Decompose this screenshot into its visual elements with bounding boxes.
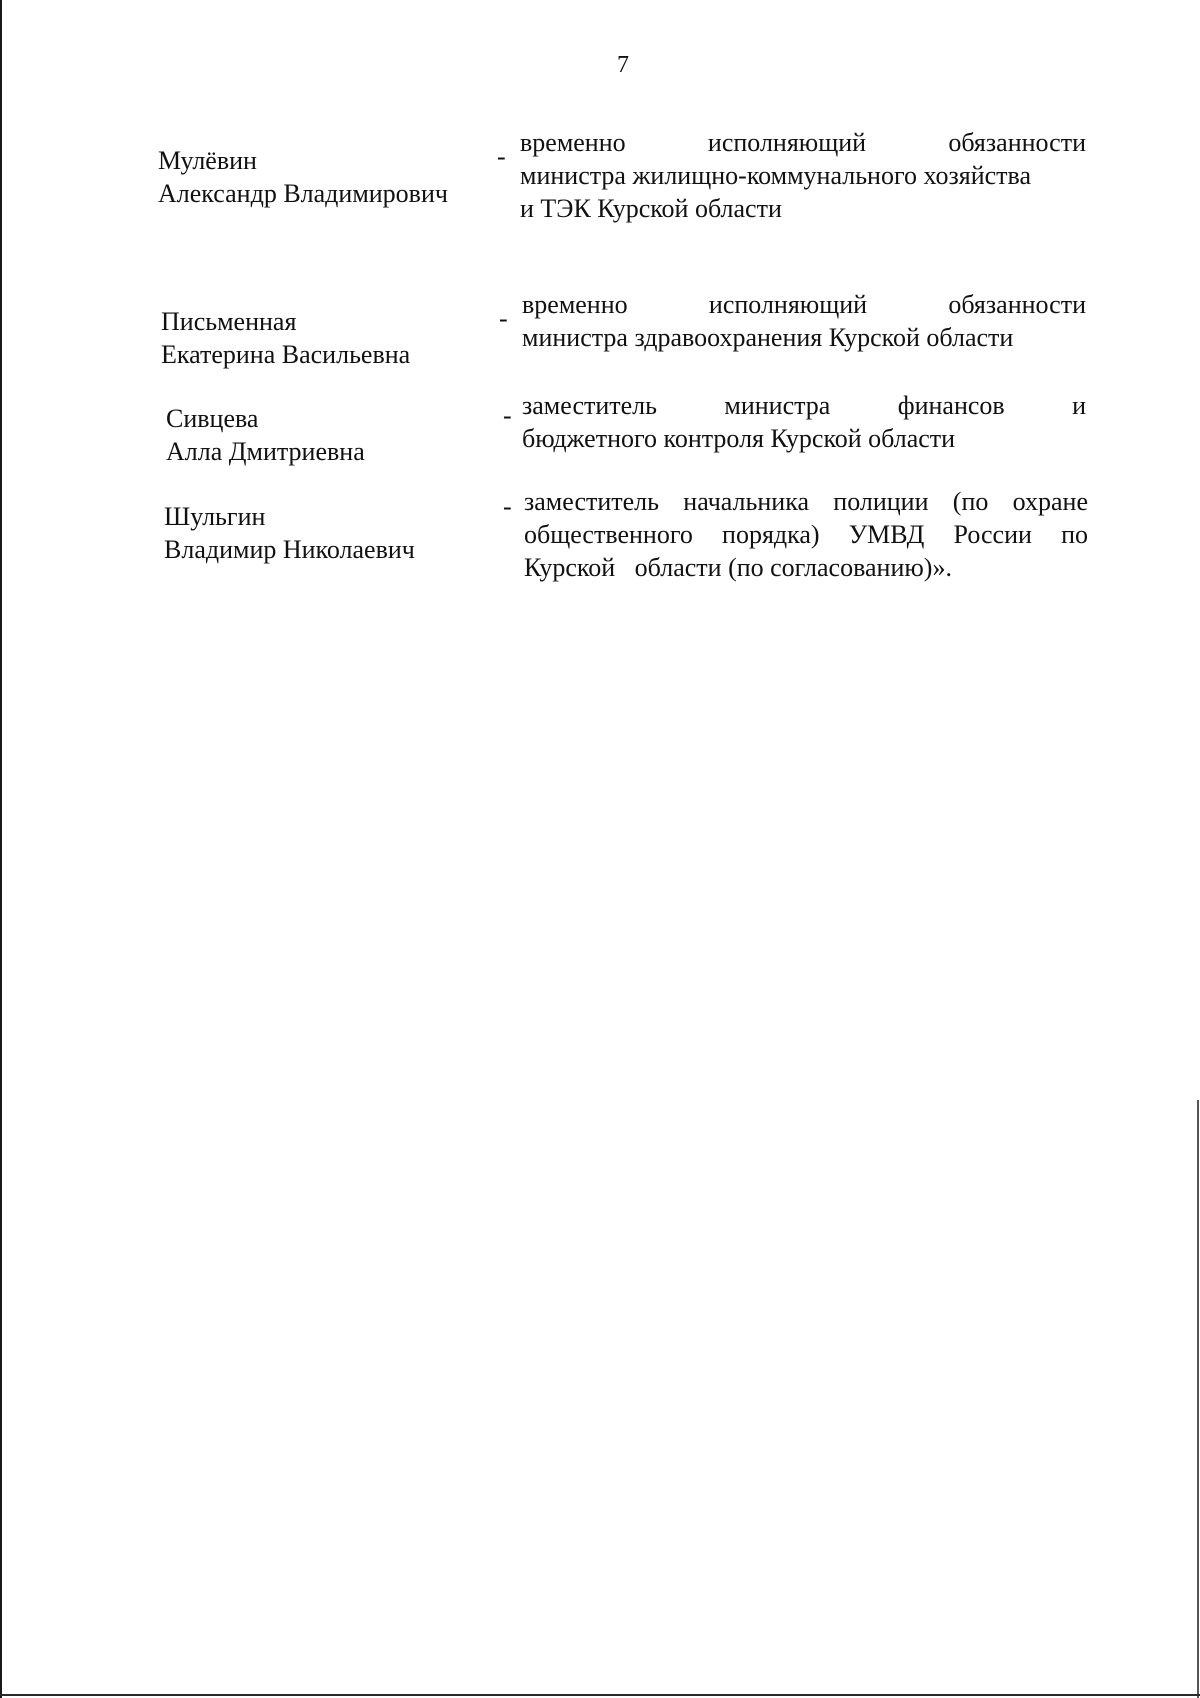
member-name <box>158 144 448 210</box>
member-position <box>524 485 1088 584</box>
member-name <box>161 305 410 371</box>
scan-border-bottom <box>0 1694 1200 1696</box>
position-line: и ТЭК Курской области <box>520 194 782 223</box>
member-surname: Сивцева <box>166 404 259 433</box>
position-line: заместитель министра финансов и <box>522 391 1086 420</box>
position-line: заместитель начальника полиции (по охране <box>524 487 1088 516</box>
member-name <box>166 402 365 468</box>
member-position <box>522 389 1086 455</box>
dash-separator: - <box>503 492 512 521</box>
dash-separator: - <box>499 304 508 333</box>
member-surname: Шульгин <box>164 502 266 531</box>
position-line: министра жилищно-коммунального хозяйства <box>520 161 1032 190</box>
member-given-names: Александр Владимирович <box>158 179 448 208</box>
member-surname: Мулёвин <box>158 146 257 175</box>
member-given-names: Екатерина Васильевна <box>161 340 411 369</box>
dash-separator: - <box>497 142 506 171</box>
position-line: бюджетного контроля Курской области <box>522 424 956 453</box>
member-name <box>164 500 415 566</box>
member-position <box>520 126 1086 225</box>
dash-separator: - <box>503 401 512 430</box>
member-given-names: Владимир Николаевич <box>164 535 415 564</box>
scan-border-left <box>0 0 2 1698</box>
member-given-names: Алла Дмитриевна <box>166 437 365 466</box>
member-position <box>522 288 1086 354</box>
position-line: Курской области (по согласованию)». <box>524 553 952 582</box>
page-number: 7 <box>617 52 629 78</box>
position-line: временно исполняющий обязанности <box>522 290 1086 319</box>
member-surname: Письменная <box>161 307 297 336</box>
scan-border-right <box>1197 1100 1199 1698</box>
position-line: временно исполняющий обязанности <box>520 128 1086 157</box>
position-line: общественного порядка) УМВД России по <box>524 520 1088 549</box>
position-line: министра здравоохранения Курской области <box>522 323 1014 352</box>
